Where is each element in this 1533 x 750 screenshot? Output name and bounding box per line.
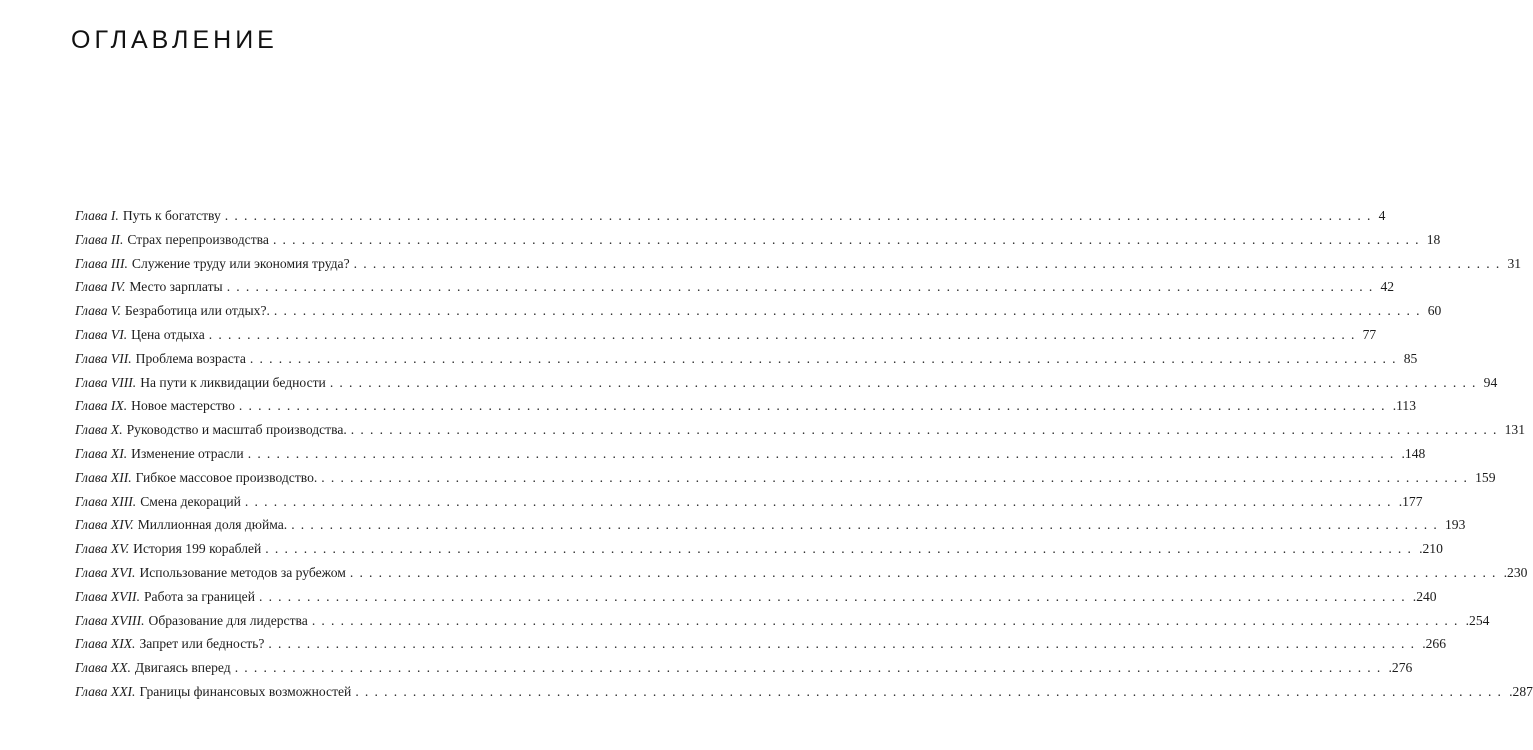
page-number: .148 [1401,445,1426,461]
page-number: .254 [1465,612,1490,628]
dot-leader: ........................................................................................................................ [291,517,1443,533]
chapter-label: Глава XXI. [75,683,136,699]
chapter-title: Руководство и масштаб производства. [126,422,347,438]
toc-entry[interactable] [75,374,1498,399]
toc-entry[interactable] [75,564,1528,589]
dot-leader: ........................................................................................................................ [208,326,1361,342]
toc-entry[interactable] [75,326,1377,351]
dot-leader: ........................................................................................................................ [350,422,1503,438]
chapter-title: Смена декораций [140,493,241,509]
chapter-label: Глава XV. [75,541,130,557]
chapter-label: Глава I. [75,208,119,223]
dot-leader: ........................................................................................................................ [321,469,1474,485]
toc-entry[interactable] [75,660,1413,684]
page-number: .177 [1398,493,1423,509]
page-number: 60 [1427,303,1442,319]
page-number: .266 [1422,636,1447,652]
chapter-label: Глава III. [75,255,128,271]
toc-entry[interactable] [75,493,1423,518]
chapter-label: Глава XVI. [75,564,136,580]
dot-leader: ........................................................................................................................ [238,398,1391,414]
toc-entry[interactable] [75,636,1447,660]
chapter-label: Глава II. [75,231,124,247]
toc-entry[interactable] [75,350,1418,375]
chapter-title: Образование для лидерства [148,612,308,628]
chapter-title: Двигаясь вперед [134,660,231,676]
chapter-label: Глава VII. [75,350,132,366]
chapter-label: Глава XVII. [75,588,140,604]
page-number: 42 [1380,279,1395,295]
chapter-label: Глава XX. [75,660,131,676]
chapter-label: Глава XIX. [75,636,136,652]
chapter-title: Путь к богатству [122,208,221,223]
dot-leader: ........................................................................................................................ [311,612,1464,628]
chapter-label: Глава XIV. [75,517,134,533]
chapter-label: Глава IV. [75,279,126,295]
page-title: ОГЛАВЛЕНИЕ [71,26,278,54]
dot-leader: ........................................................................................................................ [265,541,1418,557]
toc-entry[interactable] [75,208,1386,232]
chapter-title: Миллионная доля дюйма. [137,517,288,533]
dot-leader: ........................................................................................................................ [329,374,1482,390]
dot-leader: ........................................................................................................................ [353,255,1506,271]
chapter-label: Глава XIII. [75,493,137,509]
toc-entry[interactable] [75,303,1442,327]
chapter-label: Глава IX. [75,398,128,414]
page-number: 85 [1403,350,1418,366]
page-number: .113 [1392,398,1417,414]
chapter-title: Цена отдыха [131,326,205,342]
dot-leader: ........................................................................................................................ [268,636,1421,652]
dot-leader: ........................................................................................................................ [349,564,1502,580]
dot-leader: ........................................................................................................................ [234,660,1387,676]
page-number: 31 [1507,255,1522,271]
toc-entry[interactable] [75,588,1437,613]
page-number: .210 [1419,541,1443,557]
toc-entry[interactable] [75,541,1443,565]
chapter-title: На пути к ликвидации бедности [140,374,326,390]
page-number: .276 [1388,660,1413,676]
dot-leader: ........................................................................................................................ [244,493,1397,509]
table-of-contents [75,208,1533,708]
chapter-title: История 199 кораблей [133,541,262,557]
dot-leader: ........................................................................................................................ [224,208,1377,223]
chapter-label: Глава V. [75,303,121,319]
chapter-title: Работа за границей [143,588,255,604]
dot-leader: ........................................................................................................................ [273,303,1426,319]
page-number: 4 [1378,208,1386,223]
toc-entry[interactable] [75,422,1525,446]
dot-leader: ........................................................................................................................ [272,231,1425,247]
dot-leader: ........................................................................................................................ [355,683,1508,699]
chapter-title: Проблема возраста [135,350,246,366]
chapter-title: Безработица или отдых?. [124,303,270,319]
page-number: 131 [1504,422,1525,438]
chapter-title: Место зарплаты [129,279,223,295]
page-number: 18 [1426,231,1441,247]
toc-entry[interactable] [75,231,1441,256]
chapter-title: Новое мастерство [131,398,235,414]
toc-entry[interactable] [75,279,1395,303]
toc-entry[interactable] [75,683,1533,708]
page-number: 159 [1475,469,1496,485]
chapter-title: Служение труду или экономия труда? [131,255,350,271]
chapter-label: Глава XII. [75,469,132,485]
page-number: .287 [1509,683,1533,699]
chapter-title: Границы финансовых возможностей [139,683,352,699]
chapter-title: Использование методов за рубежом [139,564,346,580]
chapter-label: Глава XI. [75,445,128,461]
dot-leader: ........................................................................................................................ [249,350,1402,366]
page-number: .240 [1412,588,1437,604]
toc-entry[interactable] [75,398,1417,422]
toc-entry[interactable] [75,445,1426,470]
chapter-title: Страх перепроизводства [127,231,269,247]
chapter-title: Гибкое массовое производство. [135,469,318,485]
page-number: 193 [1445,517,1466,533]
chapter-label: Глава VIII. [75,374,137,390]
dot-leader: ........................................................................................................................ [226,279,1379,295]
chapter-label: Глава VI. [75,326,128,342]
chapter-label: Глава XVIII. [75,612,145,628]
toc-entry[interactable] [75,469,1496,494]
page-number: 77 [1362,326,1377,342]
toc-entry[interactable] [75,612,1490,637]
page-number: 94 [1483,374,1498,390]
chapter-label: Глава X. [75,422,123,438]
dot-leader: ........................................................................................................................ [258,588,1411,604]
page-number: .230 [1503,564,1528,580]
chapter-title: Запрет или бедность? [139,636,265,652]
dot-leader: ........................................................................................................................ [247,445,1400,461]
chapter-title: Изменение отрасли [131,445,244,461]
toc-entry[interactable] [75,517,1466,541]
toc-entry[interactable] [75,255,1522,280]
